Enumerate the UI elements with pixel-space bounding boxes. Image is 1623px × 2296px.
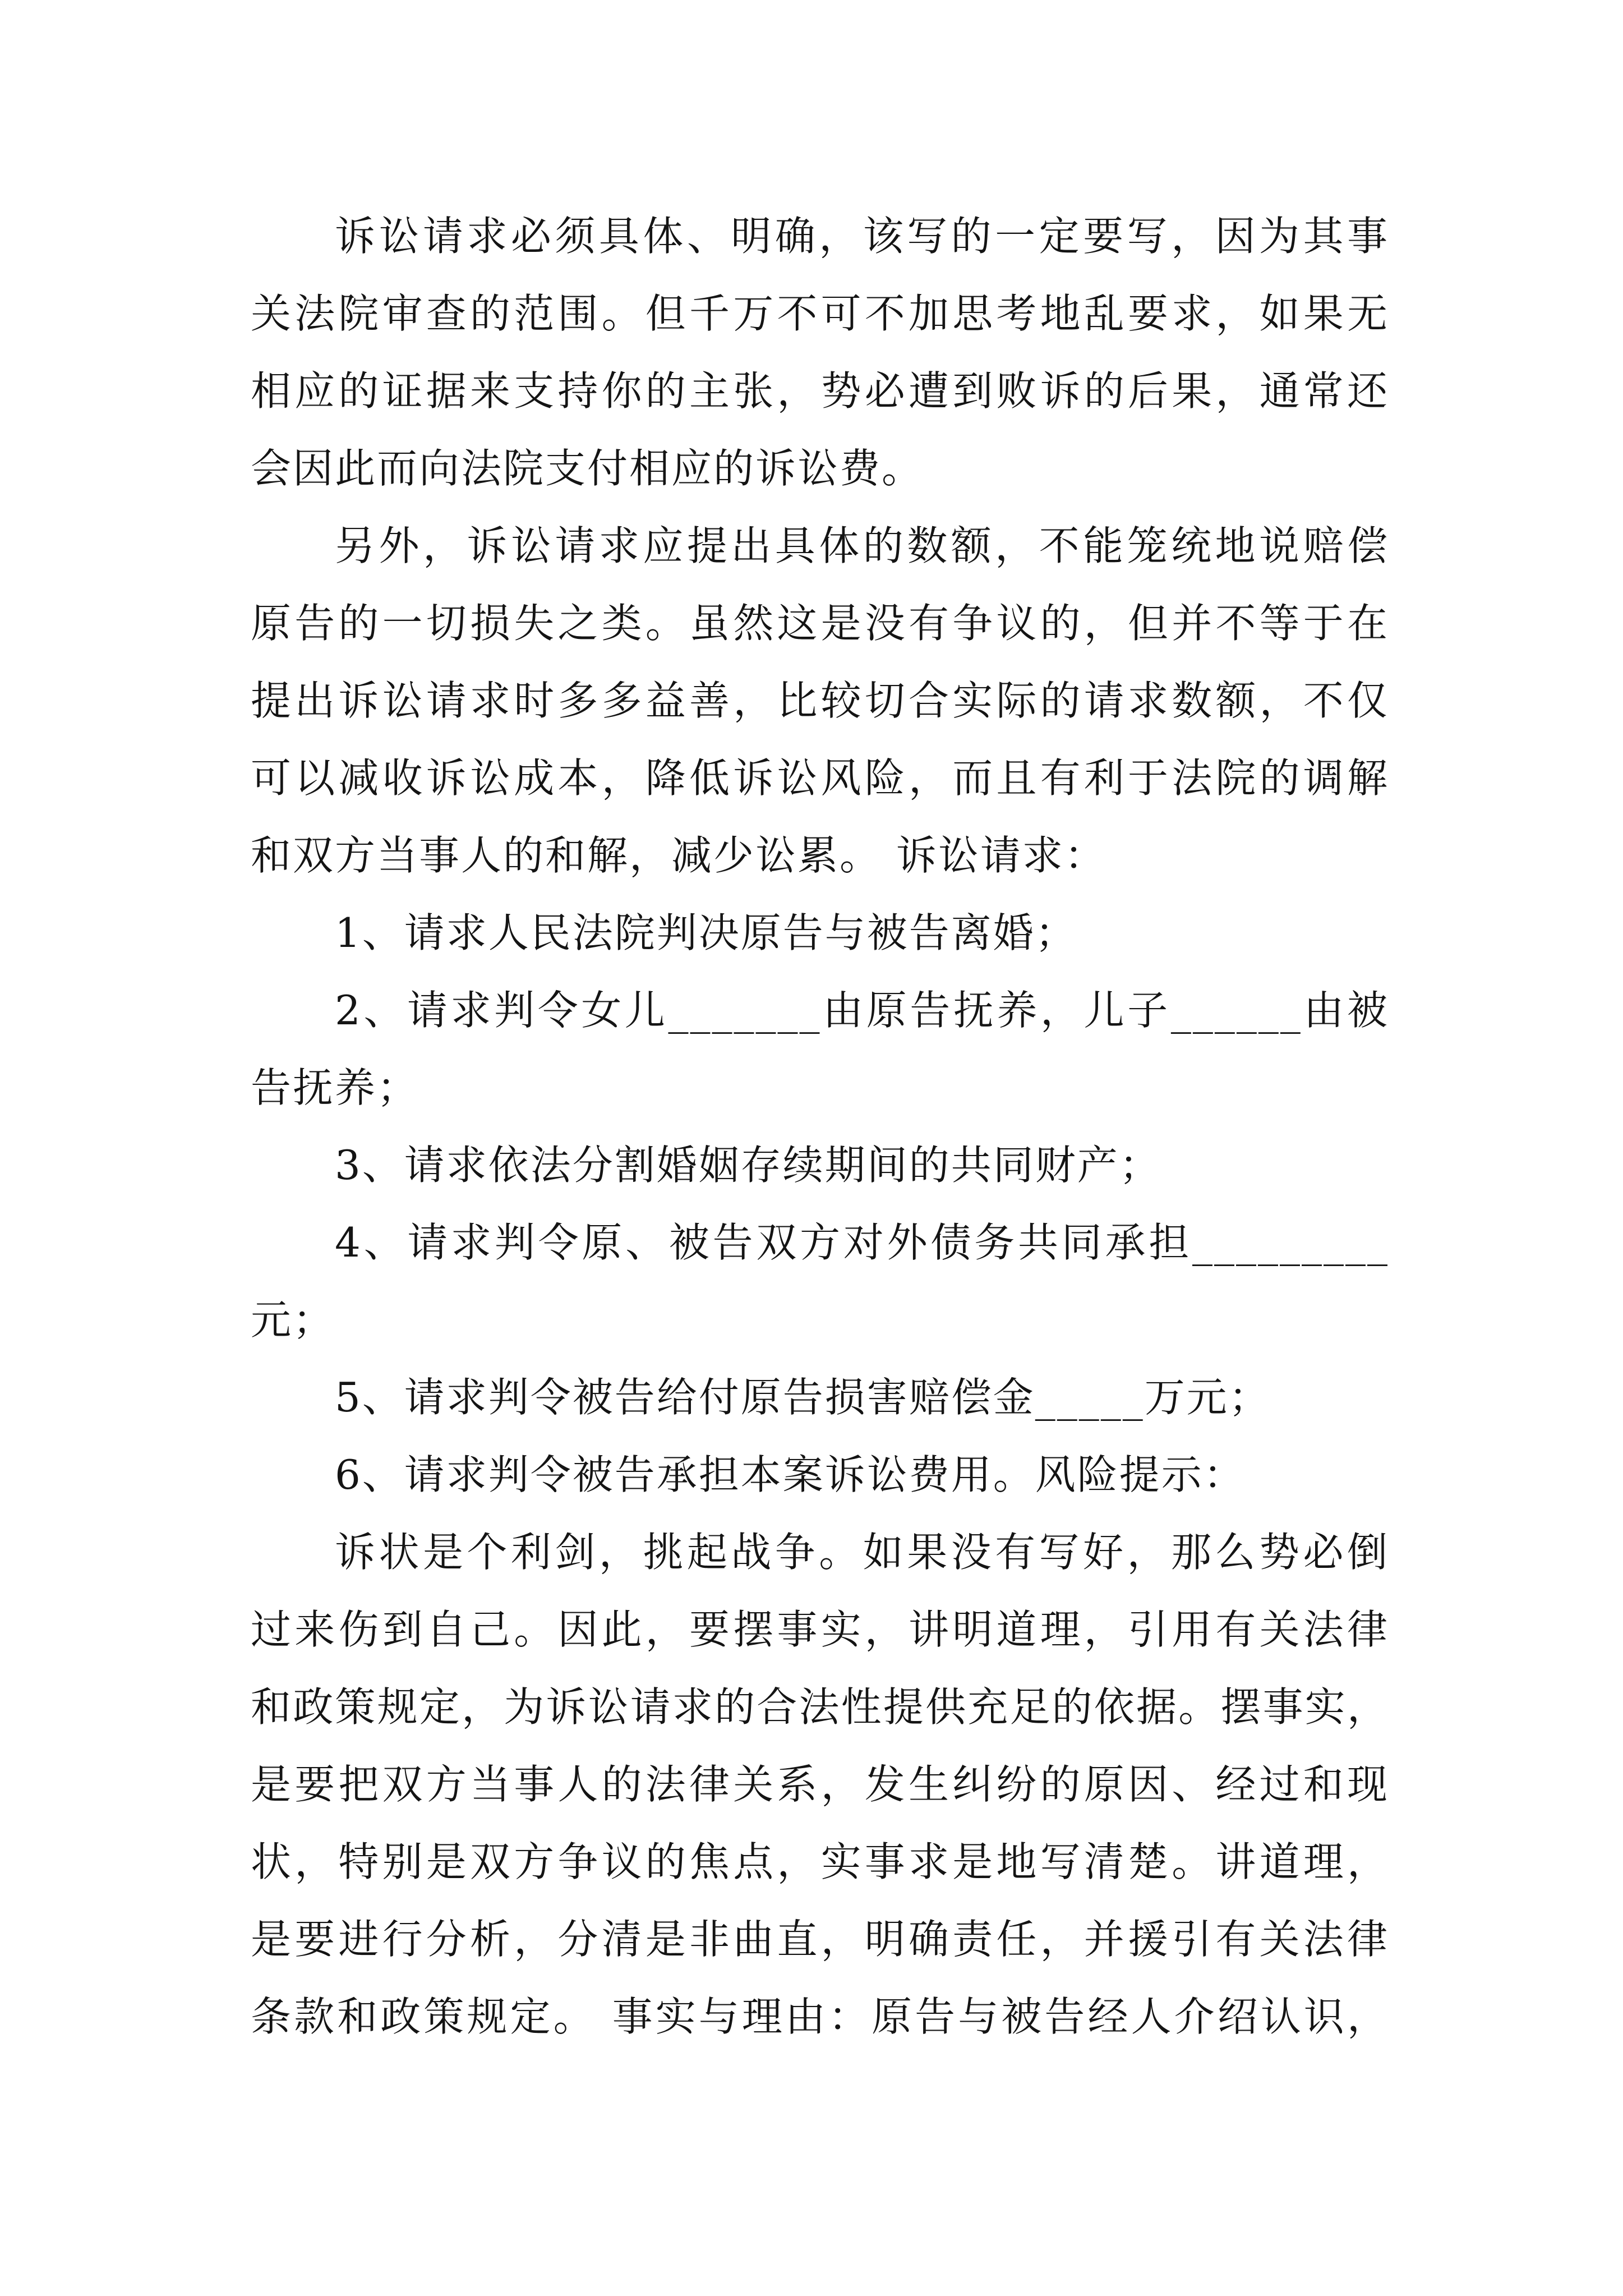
text-line: 5、请求判令被告给付原告损害赔偿金_____万元； <box>335 1374 1271 1421</box>
text-line: 1、请求人民法院判决原告与被告离婚； <box>335 909 1077 956</box>
text-line: 相应的证据来支持你的主张，势必遭到败诉的后果，通常还 <box>251 367 1389 415</box>
text-line: 是要把双方当事人的法律关系，发生纠纷的原因、经过和现 <box>251 1761 1389 1808</box>
paragraph-litigation-requests-specific <box>251 197 1389 507</box>
request-item-6 <box>251 1436 1389 1513</box>
text-line: 诉讼请求必须具体、明确，该写的一定要写，因为其事 <box>335 213 1389 260</box>
text-line: 告抚养； <box>251 1064 419 1111</box>
text-line: 2、请求判令女儿_______由原告抚养，儿子______由被 <box>335 987 1389 1034</box>
text-line: 3、请求依法分割婚姻存续期间的共同财产； <box>335 1142 1161 1189</box>
text-line: 是要进行分析，分清是非曲直，明确责任，并援引有关法律 <box>251 1916 1389 1963</box>
paragraph-specific-amount <box>251 507 1389 894</box>
text-line: 元； <box>251 1296 335 1343</box>
document-body <box>251 197 1389 2055</box>
request-item-2 <box>251 972 1389 1126</box>
text-line: 可以减收诉讼成本，降低诉讼风险，而且有利于法院的调解 <box>251 754 1389 802</box>
text-line: 和政策规定，为诉讼请求的合法性提供充足的依据。摆事实， <box>251 1683 1389 1731</box>
text-line: 状，特别是双方争议的焦点，实事求是地写清楚。讲道理， <box>251 1838 1389 1885</box>
request-item-5 <box>251 1359 1389 1436</box>
paragraph-risk-warning <box>251 1513 1389 2055</box>
text-line: 原告的一切损失之类。虽然这是没有争议的，但并不等于在 <box>251 600 1389 647</box>
text-line: 4、请求判令原、被告双方对外债务共同承担_________ <box>335 1219 1389 1266</box>
text-line: 和双方当事人的和解，减少讼累。 诉讼请求： <box>251 832 1106 879</box>
request-item-4 <box>251 1204 1389 1359</box>
text-line: 条款和政策规定。 事实与理由：原告与被告经人介绍认识， <box>251 1993 1389 2040</box>
text-line: 关法院审查的范围。但千万不可不加思考地乱要求，如果无 <box>251 290 1389 337</box>
request-item-1 <box>251 894 1389 972</box>
text-line: 提出诉讼请求时多多益善，比较切合实际的请求数额，不仅 <box>251 677 1389 724</box>
text-line: 6、请求判令被告承担本案诉讼费用。风险提示： <box>335 1451 1246 1498</box>
text-line: 另外，诉讼请求应提出具体的数额，不能笼统地说赔偿 <box>335 522 1389 569</box>
request-item-3 <box>251 1126 1389 1204</box>
text-line: 过来伤到自己。因此，要摆事实，讲明道理，引用有关法律 <box>251 1606 1389 1653</box>
text-line: 会因此而向法院支付相应的诉讼费。 <box>251 445 924 492</box>
text-line: 诉状是个利剑，挑起战争。如果没有写好，那么势必倒 <box>335 1529 1389 1576</box>
